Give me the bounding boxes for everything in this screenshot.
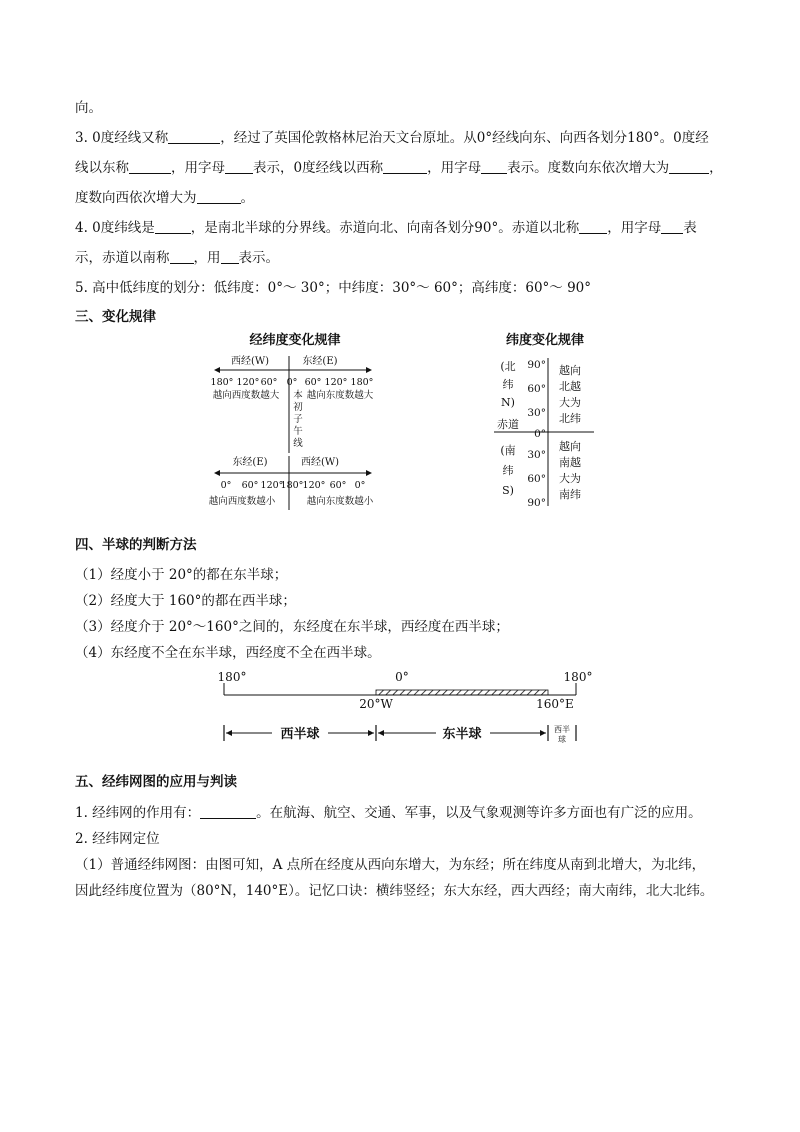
west-small-label: 西半: [554, 725, 570, 734]
section-title: 四、半球的判断方法: [75, 537, 197, 553]
fill-blank[interactable]: [129, 159, 171, 174]
arrow-right-icon: [366, 367, 372, 373]
arrow-left-icon: [214, 470, 220, 476]
list-item: （3）经度介于 20°～160°之间的，东经度在东半球，西经度在西半球；: [75, 619, 509, 635]
text-fragment: 5. 高中低纬度的划分：低纬度：0°～ 30°；中纬度：30°～ 60°；高纬度：60°～ 90°: [75, 280, 592, 296]
north-caption: 北纬: [559, 412, 581, 425]
longitude-diagram: [180, 328, 410, 514]
tick-label: 180°: [210, 377, 234, 388]
text-fragment: 度数向西依次增大为: [75, 190, 197, 206]
south-caption: 大为: [559, 472, 581, 485]
north-label: N): [501, 396, 515, 409]
left-end-label: 180°: [217, 670, 247, 684]
tick-label: 90°: [527, 359, 546, 371]
zero-label: 0°: [395, 670, 409, 684]
e160-label: 160°E: [536, 697, 574, 711]
arrow-right-icon: [540, 730, 546, 736]
east-label: 东经(E): [302, 356, 338, 367]
meridian-char: 初: [293, 402, 303, 413]
tick-label: 120°: [324, 377, 348, 388]
text-line-5-3b: 因此经纬度位置为（80°N，140°E）。记忆口诀：横纬竖经；东大东经，西大西经；南大南纬，北大北纬。: [75, 883, 714, 899]
text-fragment: 表示。度数向东依次增大为: [507, 160, 670, 176]
fill-blank[interactable]: [225, 159, 253, 174]
fill-blank[interactable]: [170, 249, 194, 264]
meridian-char: 线: [293, 438, 303, 449]
west-hemisphere-label: 西半球: [280, 727, 320, 742]
east-caption: 越向东度数越小: [306, 496, 374, 507]
south-caption: 南越: [559, 456, 581, 469]
hatched-segment: [376, 690, 548, 695]
west-label: 西经(W): [230, 356, 270, 367]
west-small-label: 球: [558, 735, 566, 744]
fill-blank[interactable]: [200, 804, 256, 819]
text-line-5-2: 2. 经纬网定位: [75, 831, 160, 847]
text-fragment: ，经过了英国伦敦格林尼治天文台原址。从0°经线向东、向西各划分180°。0度经: [220, 130, 709, 146]
section-title: 三、变化规律: [75, 309, 156, 325]
arrow-left-icon: [378, 730, 384, 736]
text-fragment: 示，赤道以南称: [75, 250, 170, 266]
north-caption: 大为: [559, 396, 581, 409]
fill-blank[interactable]: [481, 159, 507, 174]
fill-blank[interactable]: [383, 159, 427, 174]
text-line-5-3a: （1）普通经纬网图：由图可知，A 点所在经度从西向东增大，为东经；所在纬度从南到北增大，为北纬，: [75, 857, 706, 873]
south-label: S): [502, 484, 514, 497]
north-label: 纬: [502, 378, 514, 391]
south-caption: 南纬: [559, 488, 581, 501]
tick-label: 0°: [220, 480, 232, 491]
text-fragment: ，用字母: [427, 160, 482, 176]
tick-label: 0°: [354, 480, 366, 491]
text-line-5: [75, 278, 591, 298]
tick-label: 120°: [302, 480, 326, 491]
fill-blank[interactable]: [661, 219, 683, 234]
text-fragment: 向。: [75, 100, 102, 116]
latitude-diagram: [490, 328, 620, 514]
east-caption: 越向东度数越大: [306, 390, 374, 401]
list-item: （2）经度大于 160°的都在西半球；: [75, 593, 296, 609]
text-fragment: 1. 经纬网的作用有：: [75, 805, 201, 821]
text-fragment: ，是南北半球的分界线。赤道向北、向南各划分90°。赤道以北称: [190, 220, 580, 236]
text-line-3c: [75, 188, 254, 208]
fill-blank[interactable]: [155, 219, 191, 234]
tick-label: 60°: [329, 480, 347, 491]
text-line-3a: [75, 128, 709, 148]
text-line-5-1: [75, 803, 702, 823]
text-fragment: ，: [709, 160, 723, 176]
text-fragment: 表示，0度经线以西称: [253, 160, 384, 176]
text-line: [75, 98, 102, 118]
text-fragment: 。: [240, 190, 254, 206]
tick-label: 180°: [350, 377, 374, 388]
west-caption: 越向西度数越大: [212, 390, 280, 401]
fill-blank[interactable]: [221, 249, 239, 264]
tick-label: 90°: [527, 497, 546, 509]
tick-label: 180°: [280, 480, 304, 491]
text-line-4b: [75, 248, 279, 268]
tick-label: 60°: [241, 480, 259, 491]
fill-blank[interactable]: [168, 129, 220, 144]
text-fragment: 表示。: [238, 250, 279, 266]
right-end-label: 180°: [563, 670, 593, 684]
meridian-char: 子: [293, 414, 303, 425]
north-caption: 北越: [559, 380, 581, 393]
south-caption: 越向: [559, 440, 581, 453]
south-label: (南: [500, 444, 516, 457]
tick-label: 60°: [260, 377, 278, 388]
text-fragment: ，用: [193, 250, 221, 266]
diagram-title: 纬度变化规律: [505, 333, 585, 348]
east-label: 东经(E): [232, 457, 268, 468]
tick-label: 0°: [534, 428, 546, 440]
arrow-left-icon: [226, 730, 232, 736]
diagram-title: 经纬度变化规律: [249, 333, 341, 348]
equator-label: 赤道: [497, 418, 519, 431]
tick-label: 30°: [527, 407, 546, 419]
tick-label: 0°: [286, 377, 298, 388]
list-item: （1）经度小于 20°的都在东半球；: [75, 567, 288, 583]
fill-blank[interactable]: [669, 159, 709, 174]
text-fragment: 。在航海、航空、交通、军事，以及气象观测等许多方面也有广泛的应用。: [256, 805, 702, 821]
tick-label: 30°: [527, 449, 546, 461]
east-hemisphere-label: 东半球: [442, 727, 482, 742]
section-title: 五、经纬网图的应用与判读: [75, 774, 237, 790]
meridian-char: 本: [293, 390, 303, 401]
west-caption: 越向西度数越小: [208, 496, 276, 507]
hemisphere-diagram: [210, 665, 610, 755]
arrow-left-icon: [214, 367, 220, 373]
text-fragment: 4. 0度纬线是: [75, 220, 155, 236]
fill-blank[interactable]: [579, 219, 607, 234]
text-fragment: 表: [683, 220, 697, 236]
text-fragment: ，用字母: [607, 220, 662, 236]
text-line-4a: [75, 218, 697, 238]
text-fragment: 3. 0度经线又称: [75, 130, 169, 146]
text-line-3b: [75, 158, 723, 178]
text-fragment: ，用字母: [171, 160, 225, 176]
west-label: 西经(W): [300, 457, 340, 468]
arrow-right-icon: [366, 470, 372, 476]
south-label: 纬: [502, 464, 514, 477]
fill-blank[interactable]: [197, 189, 241, 204]
tick-label: 60°: [527, 383, 546, 395]
north-label: (北: [500, 360, 516, 373]
meridian-char: 午: [293, 426, 303, 437]
arrow-right-icon: [368, 730, 374, 736]
text-fragment: 线以东称: [75, 160, 129, 176]
north-caption: 越向: [559, 364, 581, 377]
tick-label: 120°: [236, 377, 260, 388]
tick-label: 60°: [304, 377, 322, 388]
tick-label: 60°: [527, 473, 546, 485]
list-item: （4）东经度不全在东半球，西经度不全在西半球。: [75, 645, 381, 661]
tick-label: 120°: [260, 480, 284, 491]
w20-label: 20°W: [359, 697, 393, 711]
